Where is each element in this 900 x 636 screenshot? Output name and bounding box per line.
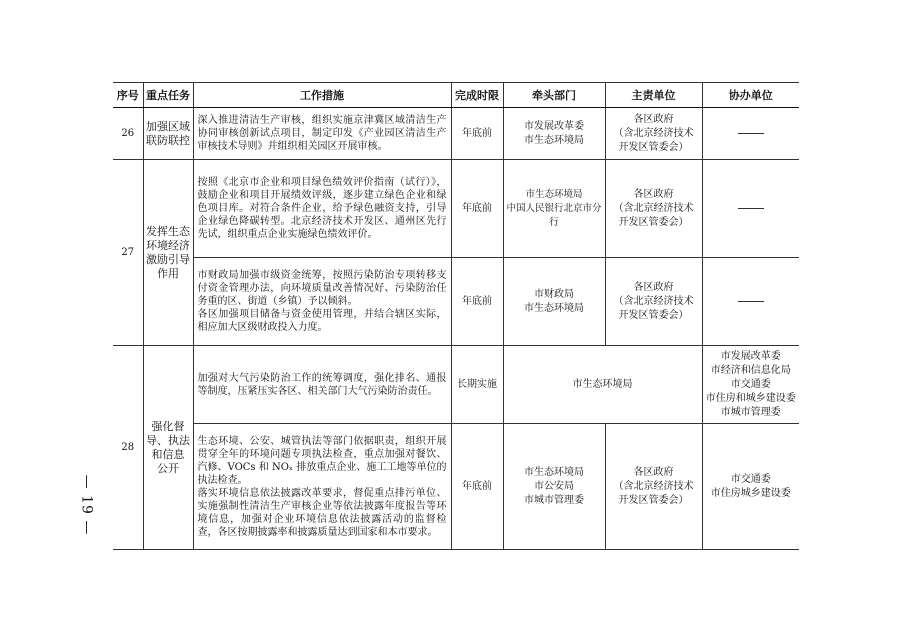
measure-text: 各区加强项目储备与资金使用管理，并结合辖区实际，相应加大区级财政投入力度。 [197,309,447,333]
measure-text: 按照《北京市企业和项目绿色绩效评价指南（试行）》，鼓励企业和项目开展绩效评级，逐步建立绿色企业和绿色项目库。对符合条件企业，给予绿色融资支持，引导企业绿色降碳转型。北京经济技术开发区、通州区先行先试，组织重点企业实施绿色绩效评价。 [197,177,447,240]
deadline-cell: 年底前 [451,160,503,258]
assist-unit-cell: 市交通委 市住房城乡建设委 [702,424,799,550]
lead-dept-cell: 市生态环境局 市公安局 市城市管理委 [503,424,605,550]
measure-text: 深入推进清洁生产审核，组织实施京津冀区域清洁生产协同审核创新试点项目，制定印发《产业园区清洁生产审核技术导则》并组织相关园区开展审核。 [197,115,447,152]
header-task: 重点任务 [143,83,193,108]
empty-dash [738,208,764,209]
lead-dept-cell: 市生态环境局 中国人民银行北京市分行 [503,160,605,258]
responsible-unit-cell: 各区政府 （含北京经济技术 开发区管委会） [605,108,702,160]
page-number [72,455,100,555]
row-number: 28 [113,346,143,550]
task-table [113,82,799,550]
measure-text: 加强对大气污染防治工作的统筹调度，强化排名、通报等制度，压紧压实各区、相关部门大气污染防治责任。 [197,372,447,397]
deadline-cell: 长期实施 [451,346,503,424]
responsible-unit-cell: 各区政府 （含北京经济技术 开发区管委会） [605,258,702,346]
measures-cell [193,424,451,550]
row-number: 27 [113,160,143,346]
measure-text: 生态环境、公安、城管执法等部门依据职责，组织开展贯穿全年的环境问题专项执法检查，重点加强对餐饮、汽修、VOCs 和 NOₓ 排放重点企业、施工工地等单位的执法检查。 [197,435,447,486]
header-deadline: 完成时限 [451,83,503,108]
row-number: 26 [113,108,143,160]
header-responsible: 主责单位 [605,83,702,108]
responsible-unit-cell: 各区政府 （含北京经济技术 开发区管委会） [605,424,702,550]
empty-dash [738,133,764,134]
header-no: 序号 [113,83,143,108]
table-row [113,258,799,346]
assist-unit-cell: 市发展改革委 市经济和信息化局 市交通委 市住房和城乡建设委 市城市管理委 [702,346,799,424]
lead-dept-cell: 市财政局 市生态环境局 [503,258,605,346]
lead-dept-merged-cell: 市生态环境局 [503,346,702,424]
measures-cell [193,346,451,424]
responsible-unit-cell: 各区政府 （含北京经济技术 开发区管委会） [605,160,702,258]
measures-cell [193,108,451,160]
measures-cell [193,258,451,346]
header-lead: 牵头部门 [503,83,605,108]
measure-text: 市财政局加强市级资金统筹，按照污染防治专项转移支付资金管理办法，向环境质量改善情况好、污染防治任务重的区、街道（乡镇）予以倾斜。 [197,270,447,307]
task-name: 加强区域 联防联控 [143,108,193,160]
header-assist: 协办单位 [702,83,799,108]
header-measures: 工作措施 [193,83,451,108]
task-name: 发挥生态 环境经济 激励引导 作用 [143,160,193,346]
table-row [113,108,799,160]
deadline-cell: 年底前 [451,258,503,346]
assist-unit-cell [702,160,799,258]
lead-dept-cell: 市发展改革委 市生态环境局 [503,108,605,160]
deadline-cell: 年底前 [451,424,503,550]
page-number-text: — 19 — [78,474,94,536]
table-row [113,346,799,424]
measures-cell [193,160,451,258]
table-row [113,160,799,258]
measure-text: 落实环境信息依法披露改革要求，督促重点排污单位、实施强制性清洁生产审核企业等依法披露年度报告等环境信息，加强对企业环境信息依法披露活动的监督检查，各区按期披露率和披露质量达到国家和本市要求。 [197,487,447,538]
table-row [113,424,799,550]
empty-dash [738,301,764,302]
assist-unit-cell [702,108,799,160]
assist-unit-cell [702,258,799,346]
header-row [113,83,799,108]
task-name: 强化督 导、执法 和信息 公开 [143,346,193,550]
deadline-cell: 年底前 [451,108,503,160]
